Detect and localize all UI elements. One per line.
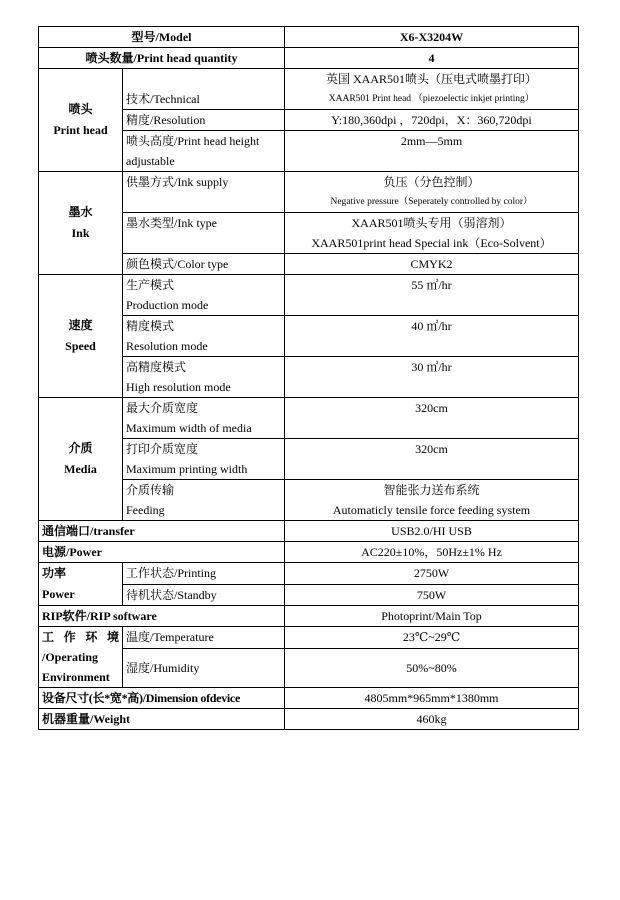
humidity-value: 50%~80% (285, 649, 579, 688)
row-production-mode (39, 275, 579, 316)
print-width-cn: 打印介质宽度 (126, 442, 199, 456)
print-width-value: 320cm (285, 439, 579, 480)
group-print-head (39, 69, 123, 172)
temperature-value: 23℃~29℃ (285, 627, 579, 649)
group-environment-cn: 工 作 环 境 (42, 630, 119, 644)
ink-type-value (285, 213, 579, 254)
color-type-label: 颜色模式/Color type (123, 254, 285, 275)
technical-value (285, 69, 579, 110)
group-media-cn: 介质 (68, 441, 93, 455)
feeding-value-cn: 智能张力送布系统 (383, 483, 480, 497)
resolution-label: 精度/Resolution (123, 110, 285, 131)
row-dimension (39, 688, 579, 709)
row-power-supply (39, 542, 579, 563)
head-height-value: 2mm—5mm (285, 131, 579, 172)
ink-supply-value-en: Negative pressure（Seperately controlled by color） (330, 197, 533, 207)
row-printing-power (39, 563, 579, 585)
resolution-mode-cn: 精度模式 (126, 319, 175, 333)
group-print-head-cn: 喷头 (68, 102, 93, 116)
max-width-en: Maximum width of media (126, 421, 252, 435)
dimension-value: 4805mm*965mm*1380mm (285, 688, 579, 709)
group-print-head-en: Print head (53, 123, 108, 137)
head-height-label (123, 131, 285, 172)
group-power-en: Power (42, 587, 75, 601)
group-ink-en: Ink (71, 226, 90, 240)
high-resolution-mode-en: High resolution mode (126, 380, 231, 394)
dimension-label: 设备尺寸(长*宽*高)/Dimension ofdevice (39, 688, 285, 709)
ink-supply-value (285, 172, 579, 213)
group-speed-en: Speed (65, 339, 96, 353)
row-max-width (39, 398, 579, 439)
high-resolution-mode-cn: 高精度模式 (126, 360, 187, 374)
technical-value-en: XAAR501 Print head （piezoelectic inkjet printing） (328, 94, 535, 104)
technical-label: 技术/Technical (123, 69, 285, 110)
transfer-value: USB2.0/HI USB (285, 521, 579, 542)
group-ink-cn: 墨水 (68, 205, 93, 219)
production-mode-en: Production mode (126, 298, 209, 312)
temperature-label: 温度/Temperature (123, 627, 285, 649)
resolution-mode-value: 40 ㎡/hr (285, 316, 579, 357)
resolution-value: Y:180,360dpi ，720dpi，X：360,720dpi (285, 110, 579, 131)
transfer-label: 通信端口/transfer (39, 521, 285, 542)
feeding-label (123, 480, 285, 521)
group-power-cn: 功率 (42, 566, 67, 580)
ink-type-value-en: XAAR501print head Special ink（Eco-Solvent） (311, 236, 552, 250)
color-type-value: CMYK2 (285, 254, 579, 275)
max-width-cn: 最大介质宽度 (126, 401, 199, 415)
rip-label: RIP软件/RIP software (39, 606, 285, 627)
group-speed (39, 275, 123, 398)
power-supply-label: 电源/Power (39, 542, 285, 563)
weight-label: 机器重量/Weight (39, 709, 285, 730)
spec-table (38, 26, 579, 730)
ink-supply-value-cn: 负压（分色控制） (383, 175, 480, 189)
production-mode-label (123, 275, 285, 316)
group-environment-en-1: /Operating (42, 650, 98, 664)
resolution-mode-en: Resolution mode (126, 339, 208, 353)
row-weight (39, 709, 579, 730)
ink-type-label: 墨水类型/Ink type (123, 213, 285, 254)
weight-value: 460kg (285, 709, 579, 730)
standby-power-label: 待机状态/Standby (123, 584, 285, 606)
head-height-label-1: 喷头高度/Print head height (126, 134, 260, 148)
high-resolution-mode-value: 30 ㎡/hr (285, 357, 579, 398)
row-rip (39, 606, 579, 627)
feeding-en: Feeding (126, 503, 165, 517)
production-mode-cn: 生产模式 (126, 278, 175, 292)
high-resolution-mode-label (123, 357, 285, 398)
print-width-en: Maximum printing width (126, 462, 248, 476)
group-power (39, 563, 123, 606)
printing-power-label: 工作状态/Printing (123, 563, 285, 585)
row-model (39, 27, 579, 48)
heads-value: 4 (285, 48, 579, 69)
group-environment-en-2: Environment (42, 670, 110, 684)
feeding-value (285, 480, 579, 521)
feeding-cn: 介质传输 (126, 483, 175, 497)
row-heads (39, 48, 579, 69)
group-environment (39, 627, 123, 688)
technical-value-cn: 英国 XAAR501喷头（压电式喷墨打印） (325, 72, 537, 86)
power-supply-value: AC220±10%，50Hz±1% Hz (285, 542, 579, 563)
row-transfer (39, 521, 579, 542)
max-width-label (123, 398, 285, 439)
row-technical (39, 69, 579, 110)
feeding-value-en: Automaticly tensile force feeding system (332, 503, 531, 517)
ink-type-value-cn: XAAR501喷头专用（弱溶剂） (351, 216, 512, 230)
group-media (39, 398, 123, 521)
row-ink-supply (39, 172, 579, 213)
ink-supply-label: 供墨方式/Ink supply (123, 172, 285, 213)
print-width-label (123, 439, 285, 480)
head-height-label-2: adjustable (126, 154, 175, 168)
humidity-label: 湿度/Humidity (123, 649, 285, 688)
group-media-en: Media (64, 462, 97, 476)
group-ink (39, 172, 123, 275)
group-speed-cn: 速度 (68, 318, 93, 332)
row-temperature (39, 627, 579, 649)
model-label: 型号/Model (39, 27, 285, 48)
resolution-mode-label (123, 316, 285, 357)
rip-value: Photoprint/Main Top (285, 606, 579, 627)
max-width-value: 320cm (285, 398, 579, 439)
standby-power-value: 750W (285, 584, 579, 606)
printing-power-value: 2750W (285, 563, 579, 585)
production-mode-value: 55 ㎡/hr (285, 275, 579, 316)
model-value: X6-X3204W (285, 27, 579, 48)
heads-label: 喷头数量/Print head quantity (39, 48, 285, 69)
